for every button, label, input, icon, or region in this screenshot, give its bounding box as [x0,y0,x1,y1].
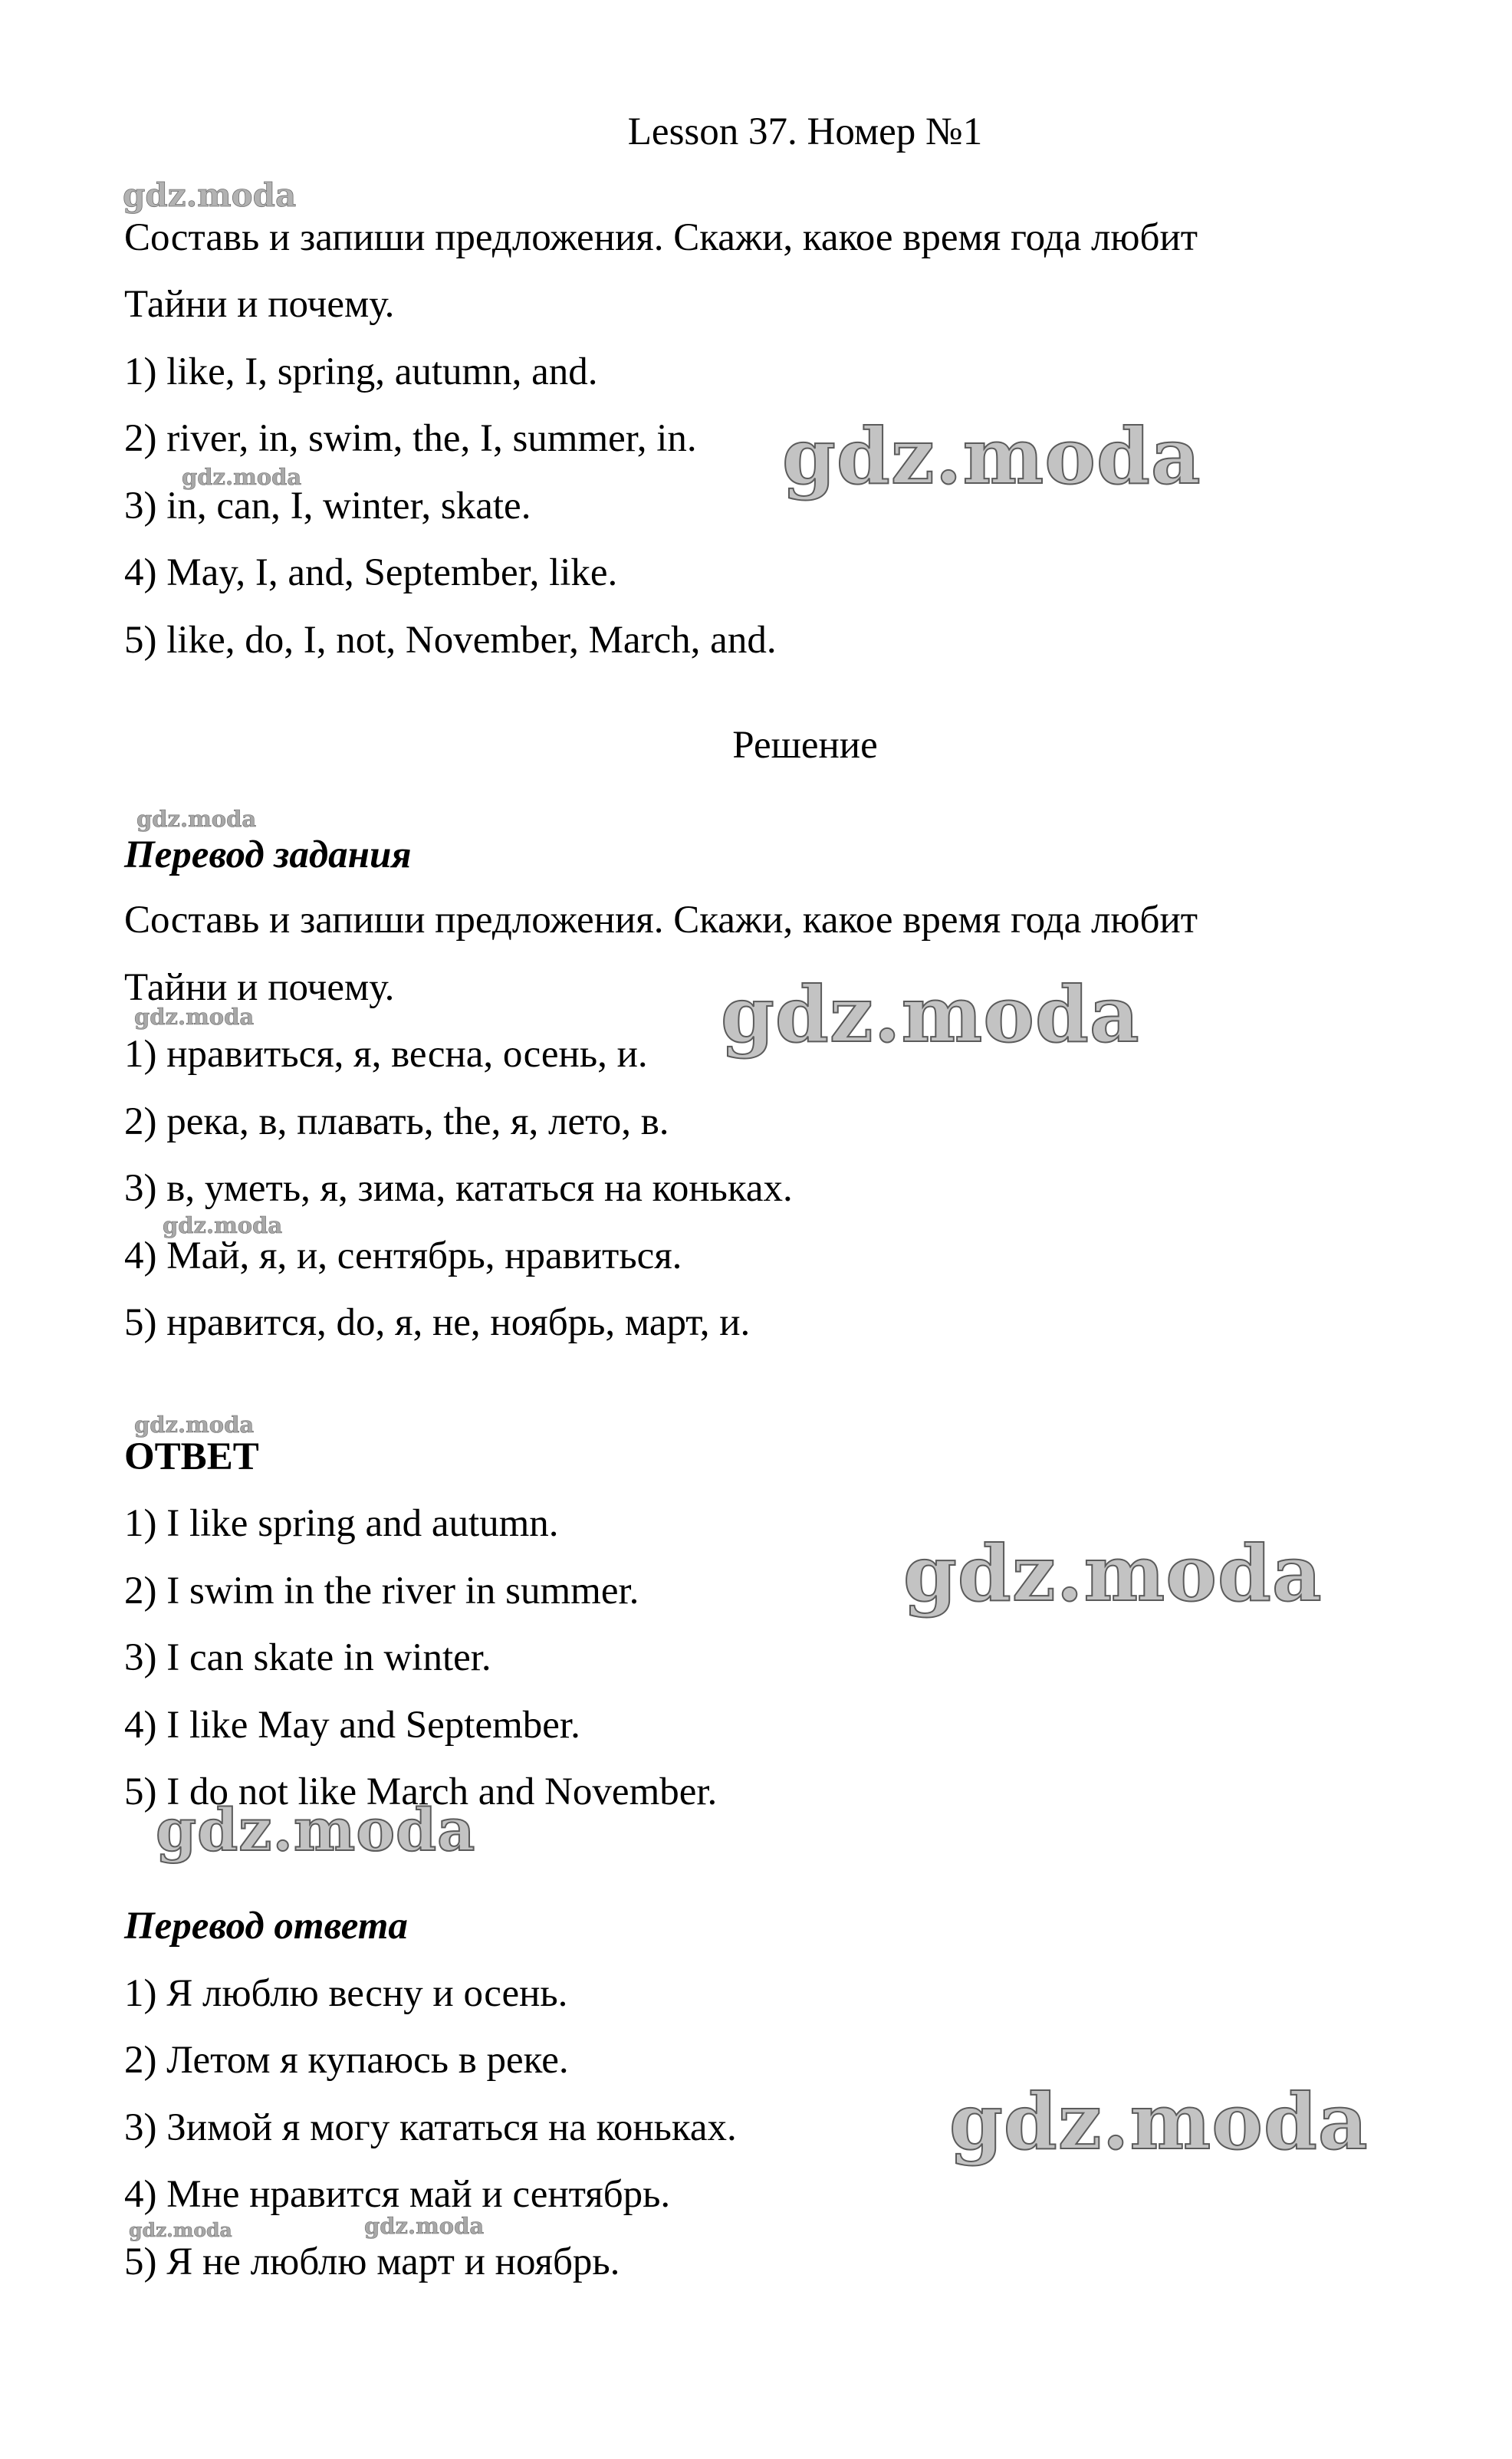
watermark-small-2: gdz.moda [182,464,302,490]
answer-item-2: 2) I swim in the river in summer. [124,1570,639,1612]
watermark-small-4: gdz.moda [134,1004,255,1030]
task-translation-item-3: 3) в, уметь, я, зима, кататься на коньках. [124,1167,793,1210]
page-title: Lesson 37. Номер №1 [627,110,983,153]
task-translation-instruction-line2: Тайни и почему. [124,966,395,1009]
answer-translation-item-2: 2) Летом я купаюсь в реке. [124,2039,569,2082]
answer-translation-item-3: 3) Зимой я могу кататься на коньках. [124,2106,737,2149]
task-item-3: 3) in, can, I, winter, skate. [124,485,531,528]
solution-label: Решение [732,724,878,767]
task-translation-item-5: 5) нравится, do, я, не, ноябрь, март, и. [124,1301,751,1344]
task-item-5: 5) like, do, I, not, November, March, and. [124,619,777,662]
watermark-large-1: gdz.moda [782,411,1201,501]
task-translation-item-4: 4) Май, я, и, сентябрь, нравиться. [124,1234,682,1277]
task-translation-item-2: 2) река, в, плавать, the, я, лето, в. [124,1100,669,1143]
answer-translation-item-4: 4) Мне нравится май и сентябрь. [124,2173,671,2216]
task-translation-item-1: 1) нравиться, я, весна, осень, и. [124,1033,648,1076]
task-item-4: 4) May, I, and, September, like. [124,551,618,594]
answer-item-5: 5) I do not like March and November. [124,1770,718,1813]
watermark-small-8: gdz.moda [364,2213,485,2239]
watermark-large-4: gdz.moda [156,1796,476,1864]
task-instruction-line2: Тайни и почему. [124,283,395,326]
answer-translation-item-1: 1) Я люблю весну и осень. [124,1972,568,2015]
answer-translation-item-5: 5) Я не люблю март и ноябрь. [124,2240,620,2283]
answer-heading: ОТВЕТ [124,1435,259,1478]
task-translation-instruction-line1: Составь и запиши предложения. Скажи, какое время года любит [124,899,1198,942]
watermark-small-7: gdz.moda [129,2219,232,2241]
answer-item-1: 1) I like spring and autumn. [124,1502,559,1545]
answer-translation-heading: Перевод ответа [124,1905,408,1948]
task-translation-heading: Перевод задания [124,833,412,876]
answer-item-3: 3) I can skate in winter. [124,1636,491,1679]
watermark-small-5: gdz.moda [163,1212,283,1238]
watermark-large-5: gdz.moda [949,2076,1369,2167]
task-item-1: 1) like, I, spring, autumn, and. [124,350,598,393]
watermark-large-2: gdz.moda [721,969,1140,1060]
watermark-large-3: gdz.moda [903,1528,1323,1619]
task-instruction-line1: Составь и запиши предложения. Скажи, какое время года любит [124,216,1198,259]
watermark-small-6: gdz.moda [134,1412,255,1438]
watermark-small-3: gdz.moda [136,806,257,832]
watermark-small-top: gdz.moda [123,176,297,214]
answer-item-4: 4) I like May and September. [124,1704,580,1747]
task-item-2: 2) river, in, swim, the, I, summer, in. [124,417,697,460]
